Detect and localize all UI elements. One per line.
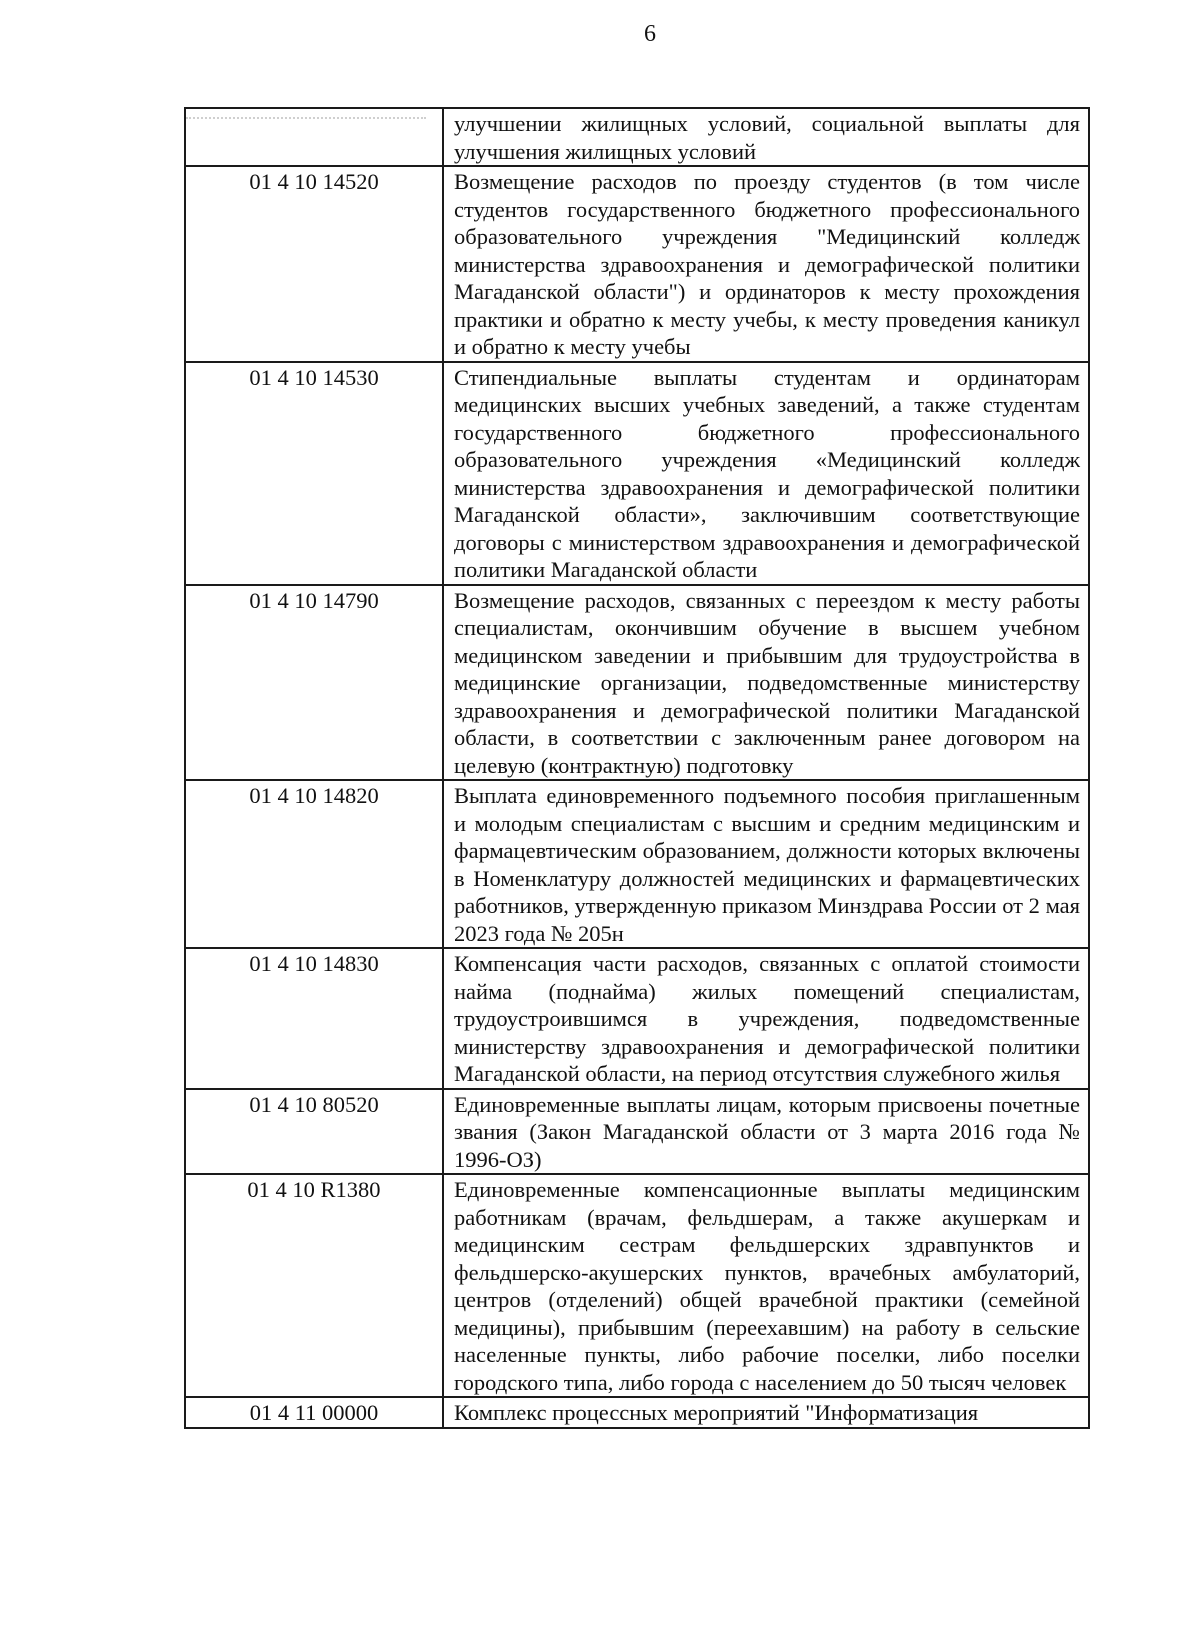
- description-cell: Компенсация части расходов, связанных с оплатой стоимости найма (поднайма) жилых помещений специалистам, трудоустроившимся в учреждения, подведомственные министерству здравоохранения и демографической политики Магаданской области, на период отсутствия служебного жилья: [443, 948, 1089, 1089]
- code-cell: 01 4 10 80520: [185, 1089, 443, 1175]
- code-cell: 01 4 10 14820: [185, 780, 443, 948]
- code-cell: 01 4 10 14520: [185, 166, 443, 362]
- description-cell: Единовременные выплаты лицам, которым присвоены почетные звания (Закон Магаданской области от 3 марта 2016 года № 1996-ОЗ): [443, 1089, 1089, 1175]
- description-cell: Выплата единовременного подъемного пособия приглашенным и молодым специалистам с высшим и средним медицинским и фармацевтическим образованием, должности которых включены в Номенклатуру должностей медицинских и фармацевтических работников, утвержденную приказом Минздрава России от 2 мая 2023 года № 205н: [443, 780, 1089, 948]
- page-number: 6: [644, 21, 656, 47]
- table-row: [185, 948, 1089, 1089]
- table-row: [185, 1397, 1089, 1428]
- code-cell: 01 4 11 00000: [185, 1397, 443, 1428]
- description-cell: Единовременные компенсационные выплаты медицинским работникам (врачам, фельдшерам, а также акушеркам и медицинским сестрам фельдшерских здравпунктов и фельдшерско-акушерских пунктов, врачебных амбулаторий, центров (отделений) общей врачебной практики (семейной медицины), прибывшим (переехавшим) на работу в сельские населенные пункты, либо рабочие поселки, либо поселки городского типа, либо города с населением до 50 тысяч человек: [443, 1174, 1089, 1397]
- classification-table: [184, 107, 1090, 1429]
- description-cell: Комплекс процессных мероприятий "Информатизация: [443, 1397, 1089, 1428]
- table-row: [185, 1089, 1089, 1175]
- code-cell: 01 4 10 14790: [185, 585, 443, 781]
- table-row: [185, 1174, 1089, 1397]
- table-row: [185, 362, 1089, 585]
- table-row: [185, 585, 1089, 781]
- code-cell: 01 4 10 14830: [185, 948, 443, 1089]
- description-cell: Возмещение расходов по проезду студентов (в том числе студентов государственного бюджетного профессионального образовательного учреждения "Медицинский колледж министерства здравоохранения и демографической политики Магаданской области") и ординаторов к месту прохождения практики и обратно к месту учебы, к месту проведения каникул и обратно к месту учебы: [443, 166, 1089, 362]
- description-cell: улучшении жилищных условий, социальной выплаты для улучшения жилищных условий: [443, 108, 1089, 166]
- scan-dotted-line: [186, 117, 426, 119]
- table-row: [185, 166, 1089, 362]
- description-cell: Стипендиальные выплаты студентам и ординаторам медицинских высших учебных заведений, а также студентам государственного бюджетного профессионального образовательного учреждения «Медицинский колледж министерства здравоохранения и демографической политики Магаданской области», заключившим соответствующие договоры с министерством здравоохранения и демографической политики Магаданской области: [443, 362, 1089, 585]
- description-cell: Возмещение расходов, связанных с переездом к месту работы специалистам, окончившим обучение в высшем учебном медицинском заведении и прибывшим для трудоустройства в медицинские организации, подведомственные министерству здравоохранения и демографической политики Магаданской области, в соответствии с заключенным ранее договором на целевую (контрактную) подготовку: [443, 585, 1089, 781]
- code-cell: 01 4 10 14530: [185, 362, 443, 585]
- code-cell: 01 4 10 R1380: [185, 1174, 443, 1397]
- table-row: [185, 780, 1089, 948]
